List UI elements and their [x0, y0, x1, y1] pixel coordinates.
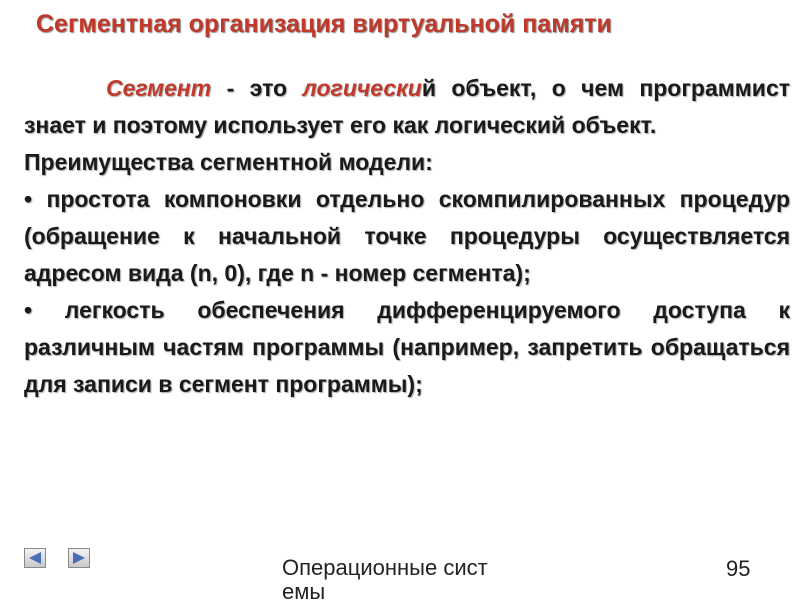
definition-paragraph: [24, 70, 790, 144]
prev-slide-button[interactable]: [24, 548, 46, 568]
footer-text: [282, 556, 518, 604]
term-segment: Сегмент: [106, 75, 212, 101]
advantages-heading: Преимущества сегментной модели:: [24, 149, 433, 175]
bullet-item-1: • простота компоновки отдельно скомпилированных процедур (обращение к начальной точке процедуры осуществляется адресом вида (n, 0), где n - номер сегмента);: [24, 186, 790, 286]
term-logical: логически: [302, 75, 422, 101]
page-number: 95: [726, 556, 751, 581]
footer-line-2: емы: [282, 579, 326, 604]
definition-dash: - это: [211, 75, 303, 101]
definition-rest: й объект, о чем программист знает и поэтому использует его как логический объект.: [24, 75, 790, 138]
bullet-item-2: • легкость обеспечения дифференцируемого доступа к различным частям программы (например, запретить обращаться для записи в сегмент программы);: [24, 297, 790, 397]
slide-title: Сегментная организация виртуальной памяти: [36, 10, 612, 38]
arrow-right-icon: [72, 552, 86, 564]
footer-line-1: Операционные сист: [282, 555, 488, 580]
next-slide-button[interactable]: [68, 548, 90, 568]
arrow-left-icon: [28, 552, 42, 564]
slide-body: [24, 70, 790, 403]
